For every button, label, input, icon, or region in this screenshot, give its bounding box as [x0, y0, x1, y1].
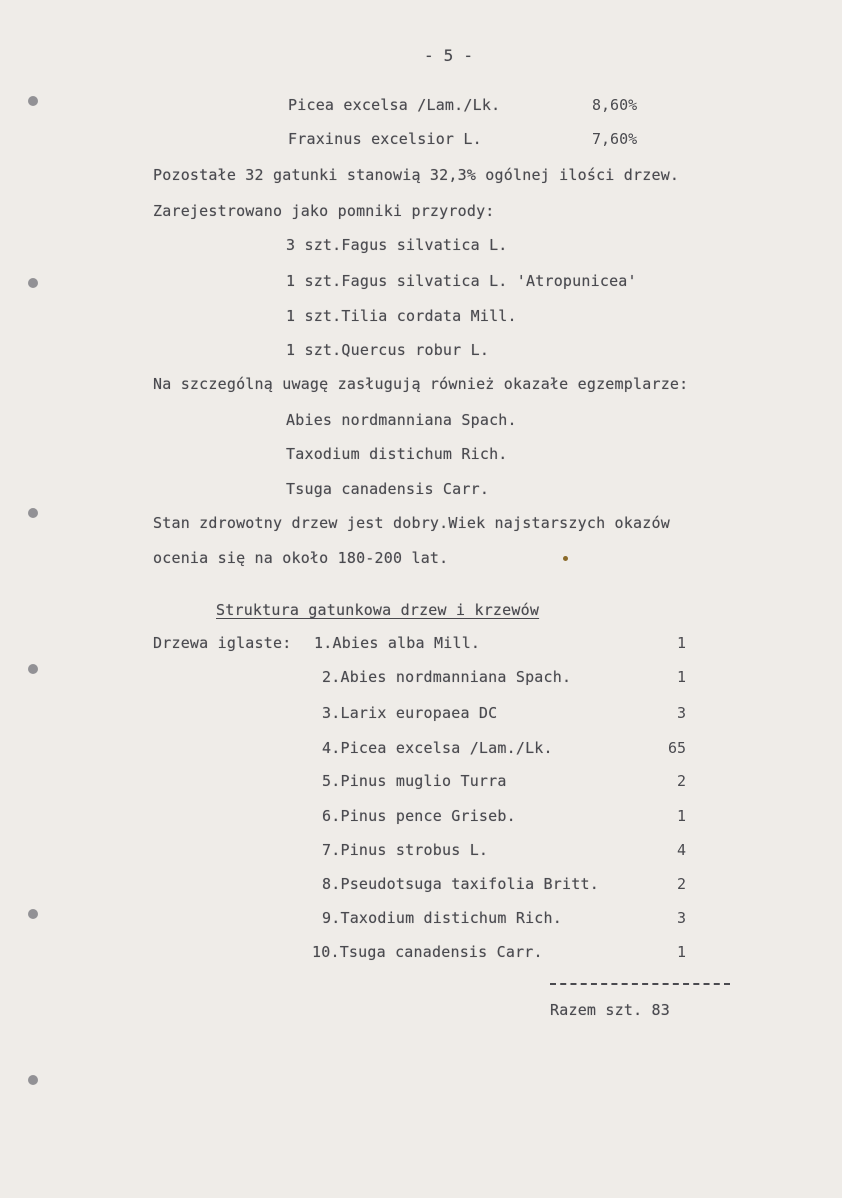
conifer-species: 10.Tsuga canadensis Carr.: [312, 943, 543, 961]
monument-item: 1 szt.Tilia cordata Mill.: [286, 307, 517, 325]
conifer-count: 4: [676, 841, 686, 859]
binder-hole-mark: [28, 909, 38, 919]
conifer-count: 2: [676, 772, 686, 790]
notable-item: Abies nordmanniana Spach.: [286, 411, 517, 429]
total-line: Razem szt. 83: [550, 1001, 670, 1019]
species-name: Fraxinus excelsior L.: [288, 130, 482, 148]
notable-item: Tsuga canadensis Carr.: [286, 480, 490, 498]
conifer-species: 8.Pseudotsuga taxifolia Britt.: [322, 875, 599, 893]
remaining-species-text: Pozostałe 32 gatunki stanowią 32,3% ogólnej ilości drzew.: [153, 166, 680, 184]
conifer-species: 9.Taxodium distichum Rich.: [322, 909, 562, 927]
conifer-species: 2.Abies nordmanniana Spach.: [322, 668, 572, 686]
species-name: Picea excelsa /Lam./Lk.: [288, 96, 501, 114]
ink-spot: [563, 556, 568, 561]
conifer-count: 2: [676, 875, 686, 893]
total-separator-line: [550, 983, 730, 985]
monument-item: 1 szt.Fagus silvatica L. 'Atropunicea': [286, 272, 637, 290]
health-text-line: Stan zdrowotny drzew jest dobry.Wiek najstarszych okazów: [153, 514, 670, 532]
conifer-count: 1: [676, 807, 686, 825]
binder-hole-mark: [28, 278, 38, 288]
binder-hole-mark: [28, 664, 38, 674]
conifer-species: 5.Pinus muglio Turra: [322, 772, 507, 790]
notable-intro: Na szczególną uwagę zasługują również okazałe egzemplarze:: [153, 375, 689, 393]
conifer-count: 3: [676, 909, 686, 927]
conifer-species: 1.Abies alba Mill.: [314, 634, 481, 652]
conifer-count: 3: [676, 704, 686, 722]
binder-hole-mark: [28, 96, 38, 106]
conifer-species: 4.Picea excelsa /Lam./Lk.: [322, 739, 553, 757]
conifer-species: 7.Pinus strobus L.: [322, 841, 489, 859]
conifer-count: 1: [676, 943, 686, 961]
monuments-intro: Zarejestrowano jako pomniki przyrody:: [153, 202, 495, 220]
page-number: - 5 -: [424, 46, 474, 65]
species-percent: 8,60%: [592, 96, 638, 114]
conifers-label: Drzewa iglaste:: [153, 634, 292, 652]
conifer-count: 65: [667, 739, 686, 757]
structure-heading: Struktura gatunkowa drzew i krzewów: [216, 601, 540, 619]
notable-item: Taxodium distichum Rich.: [286, 445, 508, 463]
conifer-species: 6.Pinus pence Griseb.: [322, 807, 516, 825]
monument-item: 1 szt.Quercus robur L.: [286, 341, 490, 359]
species-percent: 7,60%: [592, 130, 638, 148]
binder-hole-mark: [28, 508, 38, 518]
health-text-line: ocenia się na około 180-200 lat.: [153, 549, 449, 567]
monument-item: 3 szt.Fagus silvatica L.: [286, 236, 508, 254]
conifer-count: 1: [676, 668, 686, 686]
conifer-count: 1: [676, 634, 686, 652]
conifer-species: 3.Larix europaea DC: [322, 704, 498, 722]
binder-hole-mark: [28, 1075, 38, 1085]
